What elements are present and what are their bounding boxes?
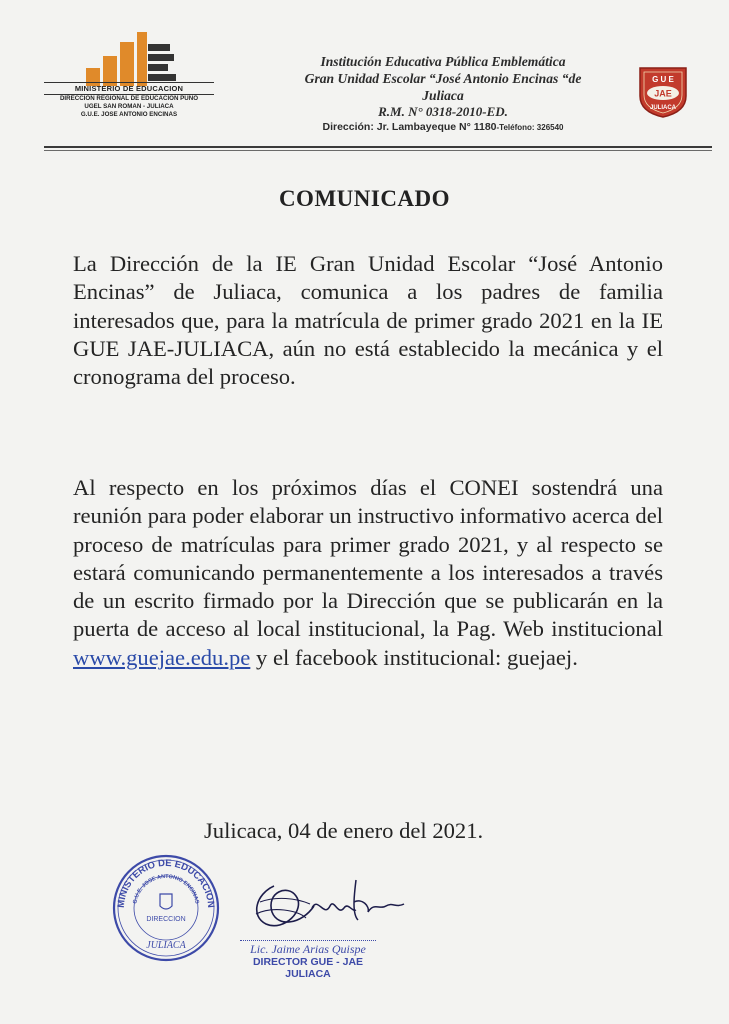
paragraph-1: La Dirección de la IE Gran Unidad Escolar “José Antonio Encinas” de Juliaca, comunica a los padres de familia interesados que, para la matrícula de primer grado 2021 en la IE GUE JAE-JULIACA, aún no está establecido la mecánica y el cronograma del proceso. (73, 251, 663, 390)
bars-logo-icon (86, 30, 176, 88)
header-divider (44, 146, 712, 148)
institution-line-2: Gran Unidad Escolar “José Antonio Encinas “de (304, 71, 582, 86)
ministry-line-1: DIRECCION REGIONAL DE EDUCACION PUNO (59, 95, 199, 102)
ministry-line-3: G.U.E. JOSE ANTONIO ENCINAS (80, 111, 178, 118)
paragraph-2 (73, 474, 663, 672)
signer-title: DIRECTOR GUE - JAE (252, 956, 364, 968)
handwritten-signature-icon (236, 866, 416, 946)
signer-name: Lic. Jaime Arias Quispe (250, 942, 366, 956)
signer-city: JULIACA (285, 968, 331, 980)
svg-text:G.U.E. JOSE ANTONIO ENCINAS (132, 874, 199, 905)
seal-inner-text: G.U.E. JOSE ANTONIO ENCINAS (132, 873, 200, 905)
signature-block (240, 940, 376, 980)
date-line: Julicaca, 04 de enero del 2021. (204, 818, 484, 843)
signature-line (240, 940, 376, 941)
crest-bottom-text: JULIACA (649, 105, 677, 111)
paragraph-2-end: y el facebook institucional: guejaej. (256, 644, 578, 670)
official-seal-icon (110, 852, 222, 964)
institution-line-3: Juliaca (422, 88, 464, 103)
crest-top-text: G U E (652, 75, 674, 84)
ministry-logo (44, 30, 214, 120)
institution-line-1: Institución Educativa Pública Emblemática (320, 54, 566, 69)
paragraph-2-text: Al respecto en los próximos días el CONEI sostendrá una reunión para poder elaborar un instructivo informativo acerca del proceso de matrículas para primer grado 2021, y al respecto se estará comunicando permanentemente a los interesados a través de un escrito firmado por la Dirección que se publicarán en la puerta de acceso al local institucional, la Pag. Web institucional (73, 475, 663, 642)
crest-middle-text: JAE (654, 88, 672, 99)
seal-center-text: DIRECCION (146, 916, 186, 923)
seal-outer-text: MINISTERIO DE EDUCACION (115, 857, 217, 909)
institution-header (268, 53, 618, 135)
resolution-number: R.M. N° 0318-2010-ED. (378, 104, 508, 119)
document-title: COMUNICADO (278, 186, 451, 211)
ministry-title: MINISTERIO DE EDUCACION (44, 82, 214, 95)
address-text: Dirección: Jr. Lambayeque N° 1180 (322, 121, 497, 133)
school-crest-icon (636, 62, 690, 118)
phone-text: -Teléfono: 326540 (496, 123, 564, 132)
ministry-line-2: UGEL SAN ROMAN - JULIACA (84, 103, 174, 110)
header-divider-thin (44, 150, 712, 151)
svg-text:MINISTERIO DE EDUCACION (116, 858, 216, 908)
address-line (268, 120, 618, 135)
seal-bottom-text: JULIACA (146, 940, 186, 951)
website-link[interactable]: www.guejae.edu.pe (73, 644, 251, 670)
